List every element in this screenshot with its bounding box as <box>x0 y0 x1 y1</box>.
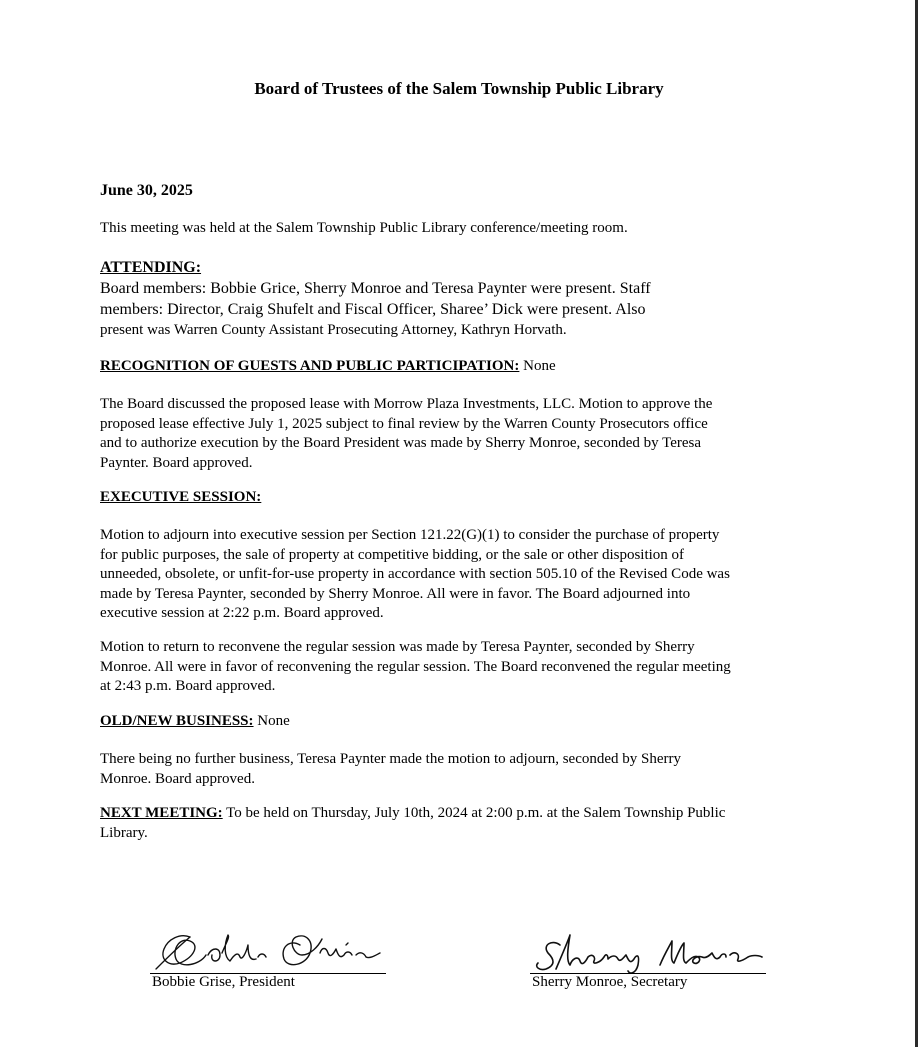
document-title: Board of Trustees of the Salem Township Public Library <box>254 79 664 98</box>
secretary-handwritten-signature <box>530 925 770 975</box>
exec-adjourn-line-2: for public purposes, the sale of property at competitive bidding, or the sale or other disposition of <box>100 546 685 563</box>
reconvene-line-2: Monroe. All were in favor of reconvening the regular session. The Board reconvened the regular meeting <box>100 658 731 675</box>
adjournment-paragraph <box>100 750 810 789</box>
adjournment-line-1: There being no further business, Teresa Paynter made the motion to adjourn, seconded by Sherry <box>100 751 682 767</box>
meeting-location-paragraph: This meeting was held at the Salem Township Public Library conference/meeting room. <box>100 220 628 236</box>
attending-heading: ATTENDING: <box>100 259 202 276</box>
attending-paragraph <box>100 278 810 341</box>
recognition-heading: RECOGNITION OF GUESTS AND PUBLIC PARTICIPATION: <box>100 358 520 374</box>
exec-adjourn-line-3: unneeded, obsolete, or unfit-for-use property in accordance with section 505.10 of the Revised Code was <box>100 566 730 582</box>
executive-adjourn-paragraph <box>100 526 810 624</box>
old-new-business-heading: OLD/NEW BUSINESS: <box>100 713 254 729</box>
recognition-paragraph <box>100 357 810 377</box>
president-signature-caption: Bobbie Grise, President <box>152 974 295 990</box>
next-meeting-line-1: To be held on Thursday, July 10th, 2024 at 2:00 p.m. at the Salem Township Public <box>222 805 726 821</box>
secretary-signature-caption: Sherry Monroe, Secretary <box>532 974 688 990</box>
lease-line-1: The Board discussed the proposed lease with Morrow Plaza Investments, LLC. Motion to approve the <box>100 396 713 412</box>
secretary-signature-block <box>530 925 770 995</box>
lease-line-4: Paynter. Board approved. <box>100 454 253 471</box>
next-meeting-paragraph <box>100 804 810 843</box>
exec-adjourn-line-5: executive session at 2:22 p.m. Board approved. <box>100 605 384 621</box>
executive-session-heading: EXECUTIVE SESSION: <box>100 489 262 505</box>
old-new-business-value: None <box>253 713 290 729</box>
next-meeting-line-2: Library. <box>100 824 148 841</box>
attending-line-1: Board members: Bobbie Grice, Sherry Monroe and Teresa Paynter were present. Staff <box>100 280 651 297</box>
old-new-business-paragraph <box>100 712 810 732</box>
recognition-value: None <box>519 358 556 374</box>
meeting-date: June 30, 2025 <box>100 182 193 199</box>
exec-adjourn-line-1: Motion to adjourn into executive session per Section 121.22(G)(1) to consider the purchase of property <box>100 527 720 543</box>
adjournment-line-2: Monroe. Board approved. <box>100 770 255 787</box>
lease-line-3: and to authorize execution by the Board President was made by Sherry Monroe, seconded by Teresa <box>100 435 701 451</box>
attending-line-3: present was Warren County Assistant Prosecuting Attorney, Kathryn Horvath. <box>100 322 567 338</box>
reconvene-line-3: at 2:43 p.m. Board approved. <box>100 678 276 694</box>
lease-line-2: proposed lease effective July 1, 2025 subject to final review by the Warren County Prosecutors office <box>100 415 708 432</box>
president-signature-block <box>150 925 390 995</box>
attending-line-2: members: Director, Craig Shufelt and Fiscal Officer, Sharee’ Dick were present. Also <box>100 301 646 318</box>
president-handwritten-signature <box>150 925 390 975</box>
reconvene-line-1: Motion to return to reconvene the regular session was made by Teresa Paynter, seconded by Sherry <box>100 639 695 655</box>
reconvene-paragraph <box>100 638 810 697</box>
lease-paragraph <box>100 395 810 473</box>
exec-adjourn-line-4: made by Teresa Paynter, seconded by Sherry Monroe. All were in favor. The Board adjourned into <box>100 585 691 602</box>
next-meeting-heading: NEXT MEETING: <box>100 805 223 821</box>
